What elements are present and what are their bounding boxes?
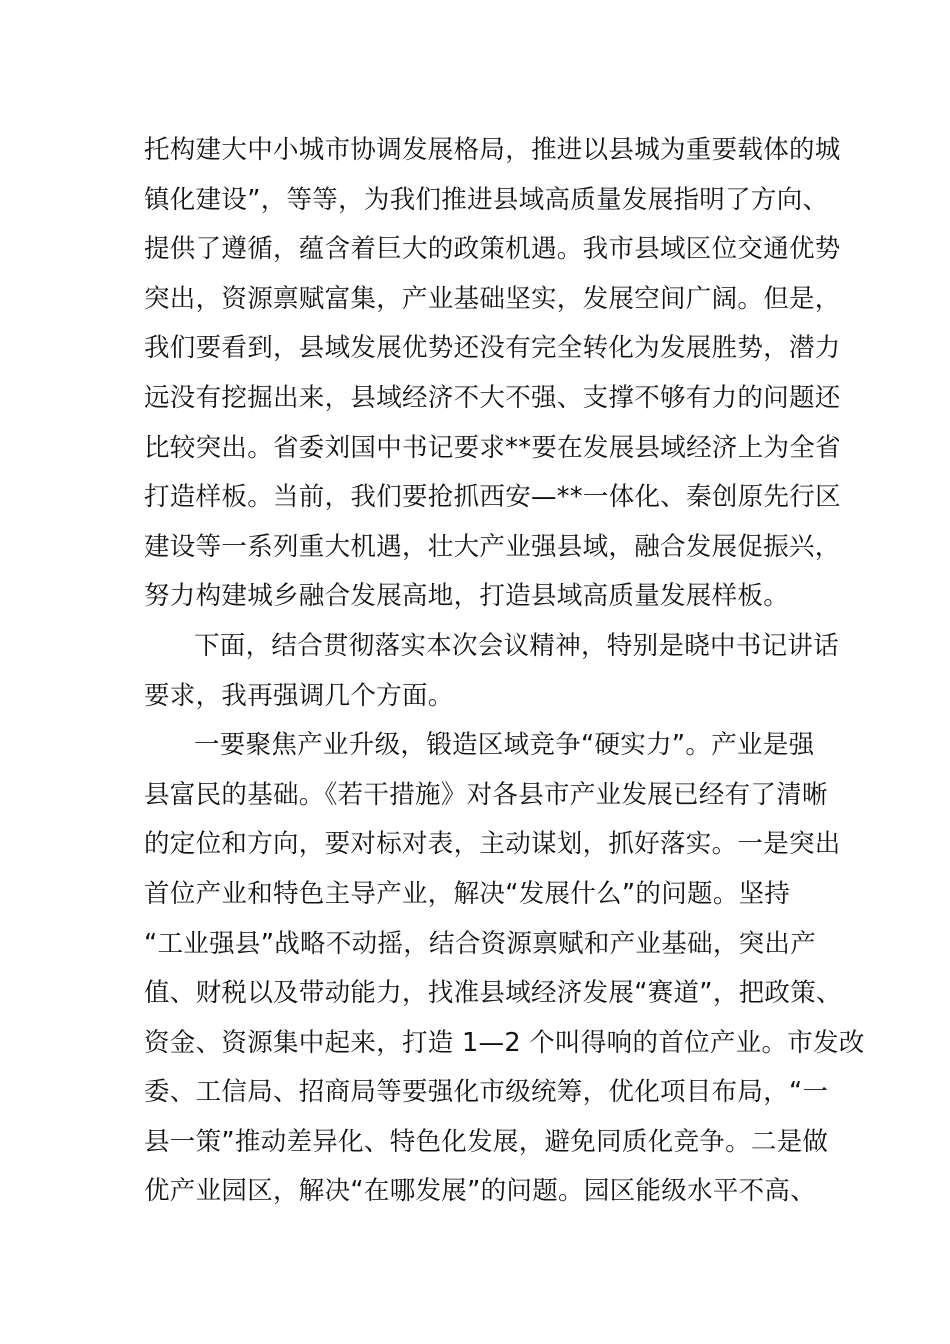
text-line: 要求，我再强调几个方面。 <box>144 680 454 711</box>
text-line: 突出，资源禀赋富集，产业基础坚实，发展空间广阔。但是， <box>144 283 841 314</box>
text-line: 委、工信局、招商局等要强化市级统筹，优化项目布局，“一 <box>144 1077 829 1108</box>
text-line: 镇化建设”，等等，为我们推进县域高质量发展指明了方向、 <box>144 184 829 215</box>
text-line: 比较突出。省委刘国中书记要求**要在发展县域经济上为全省 <box>144 432 841 463</box>
text-line: 建设等一系列重大机遇，壮大产业强县域，融合发展促振兴， <box>144 531 841 562</box>
document-body <box>144 126 865 1217</box>
text-line: 首位产业和特色主导产业，解决“发展什么”的问题。坚持 <box>144 878 791 909</box>
text-line: 提供了遵循，蕴含着巨大的政策机遇。我市县域区位交通优势 <box>144 234 841 265</box>
paragraph-first-line: 下面，结合贯彻落实本次会议精神，特别是晓中书记讲话 <box>194 630 840 661</box>
text-line: 我们要看到，县域发展优势还没有完全转化为发展胜势，潜力 <box>144 333 841 364</box>
text-line: “工业强县”战略不动摇，结合资源禀赋和产业基础，突出产 <box>144 928 817 959</box>
text-line: 远没有挖掘出来，县域经济不大不强、支撑不够有力的问题还 <box>144 382 841 413</box>
text-line: 资金、资源集中起来，打造 1—2 个叫得响的首位产业。市发改 <box>144 1027 865 1058</box>
text-line: 托构建大中小城市协调发展格局，推进以县城为重要载体的城 <box>144 135 841 165</box>
text-line: 值、财税以及带动能力，找准县域经济发展“赛道”，把政策、 <box>144 978 842 1009</box>
paragraph-first-line: 一要聚焦产业升级，锻造区域竞争“硬实力”。产业是强 <box>194 730 815 761</box>
text-line: 优产业园区，解决“在哪发展”的问题。园区能级水平不高、 <box>144 1176 817 1207</box>
text-line: 打造样板。当前，我们要抢抓西安—**一体化、秦创原先行区 <box>144 482 841 513</box>
text-line: 的定位和方向，要对标对表，主动谋划，抓好落实。一是突出 <box>144 829 841 860</box>
text-line: 努力构建城乡融合发展高地，打造县域高质量发展样板。 <box>144 581 790 612</box>
text-line: 县一策”推动差异化、特色化发展，避免同质化竞争。二是做 <box>144 1126 829 1157</box>
text-line: 县富民的基础。《若干措施》对各县市产业发展已经有了清晰 <box>144 779 828 810</box>
